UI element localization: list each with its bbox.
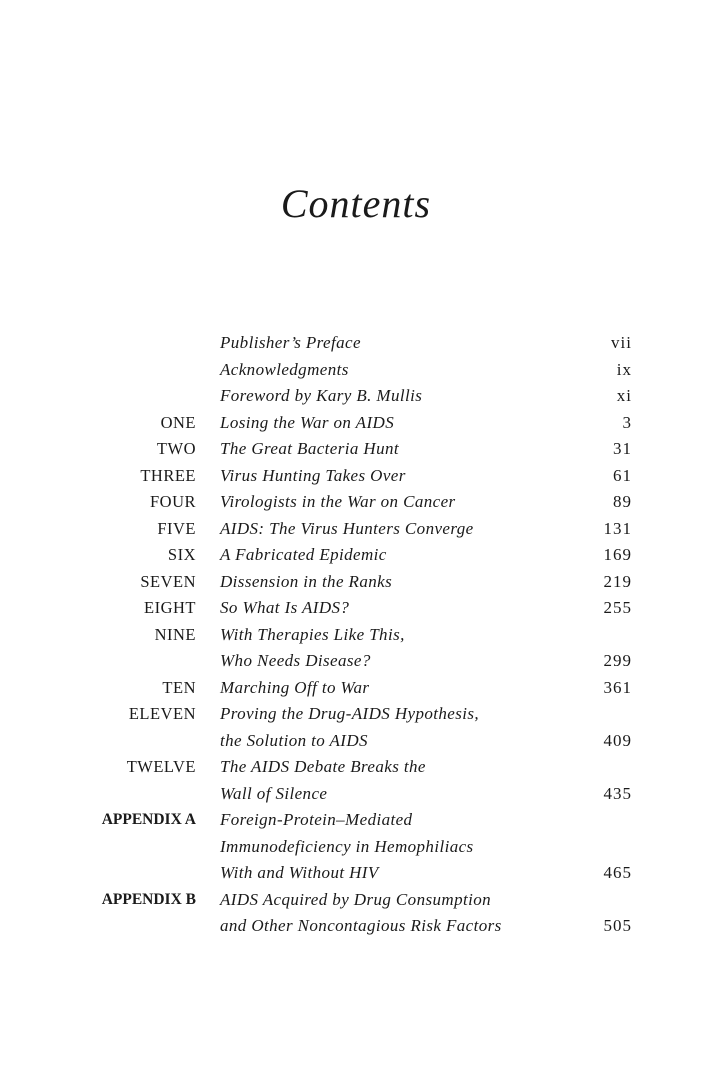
toc-entry: [0, 887, 712, 940]
chapter-title-line: Immunodeficiency in Hemophiliacs: [220, 836, 474, 856]
chapter-title-line: Publisher’s Preface: [220, 333, 361, 352]
chapter-title-line: Foreword by Kary B. Mullis: [220, 386, 423, 405]
chapter-title: [220, 357, 532, 384]
chapter-label: EIGHT: [144, 598, 196, 617]
page-number: 505: [603, 916, 632, 935]
toc-entry: [0, 701, 712, 754]
toc-entry: [0, 383, 712, 410]
toc-entry: [0, 357, 712, 384]
chapter-label: ONE: [160, 412, 196, 432]
chapter-title: [220, 569, 532, 596]
chapter-title-line: The Great Bacteria Hunt: [220, 439, 400, 458]
toc-entry: [0, 436, 712, 463]
page-number: 169: [603, 545, 632, 564]
page-title: Contents: [280, 181, 432, 226]
page-number: 255: [603, 598, 632, 617]
toc-entry: [0, 622, 712, 675]
chapter-label: FOUR: [149, 492, 196, 511]
chapter-title-line: Proving the Drug-AIDS Hypothesis,: [220, 704, 480, 723]
chapter-title: [220, 383, 532, 410]
chapter-title: [220, 410, 532, 437]
chapter-title-line: Acknowledgments: [220, 359, 349, 379]
chapter-label: TEN: [162, 677, 196, 697]
page-number: 435: [603, 783, 632, 803]
chapter-label: APPENDIX B: [101, 890, 196, 908]
chapter-title-line: Foreign-Protein–Mediated: [220, 810, 413, 829]
chapter-title-line: and Other Noncontagious Risk Factors: [220, 916, 502, 935]
chapter-title: [220, 622, 532, 675]
chapter-title-line: With and Without HIV: [220, 863, 379, 882]
page-number: ix: [616, 359, 632, 379]
toc-entry: [0, 675, 712, 702]
chapter-title: [220, 701, 532, 754]
page-number: 361: [603, 677, 632, 697]
toc-entry: [0, 516, 712, 543]
chapter-title-line: So What Is AIDS?: [220, 598, 350, 617]
chapter-title-line: the Solution to AIDS: [220, 730, 368, 750]
toc-entry: [0, 595, 712, 622]
page-number: xi: [616, 386, 632, 405]
chapter-label: THREE: [140, 465, 196, 485]
chapter-title-line: With Therapies Like This,: [220, 624, 405, 644]
chapter-label: SEVEN: [140, 571, 196, 591]
page-number: vii: [611, 333, 632, 352]
chapter-title-line: The AIDS Debate Breaks the: [220, 757, 426, 776]
chapter-label: SIX: [167, 545, 196, 564]
chapter-title: [220, 887, 532, 940]
chapter-title: [220, 754, 532, 807]
chapter-title: [220, 330, 532, 357]
toc-entry: [0, 754, 712, 807]
page-number: 131: [603, 518, 632, 538]
chapter-title: [220, 516, 532, 543]
chapter-title-line: Losing the War on AIDS: [220, 412, 395, 432]
chapter-label: NINE: [154, 624, 196, 644]
chapter-title: [220, 542, 532, 569]
table-of-contents: [0, 330, 712, 940]
chapter-label: APPENDIX A: [101, 811, 196, 828]
page-number: 409: [603, 730, 632, 750]
chapter-label: ELEVEN: [128, 704, 196, 723]
chapter-title-line: Wall of Silence: [220, 783, 328, 803]
chapter-title-line: Virologists in the War on Cancer: [220, 492, 456, 511]
page-number: 3: [622, 412, 632, 432]
toc-entry: [0, 489, 712, 516]
toc-entry: [0, 410, 712, 437]
page-number: 61: [613, 465, 632, 485]
page-number: 219: [603, 571, 632, 591]
chapter-title: [220, 489, 532, 516]
toc-entry: [0, 463, 712, 490]
chapter-label: TWO: [156, 439, 196, 458]
chapter-title-line: Dissension in the Ranks: [220, 571, 393, 591]
toc-entry: [0, 807, 712, 887]
chapter-label: FIVE: [157, 518, 196, 538]
chapter-label: TWELVE: [126, 757, 196, 776]
toc-entry: [0, 542, 712, 569]
toc-entry: [0, 569, 712, 596]
page-number: 465: [603, 863, 632, 882]
chapter-title: [220, 675, 532, 702]
chapter-title: [220, 436, 532, 463]
chapter-title-line: Marching Off to War: [220, 677, 370, 697]
page-number: 31: [613, 439, 632, 458]
chapter-title-line: Virus Hunting Takes Over: [220, 465, 406, 485]
toc-entry: [0, 330, 712, 357]
chapter-title-line: AIDS Acquired by Drug Consumption: [220, 889, 492, 909]
chapter-title: [220, 807, 532, 887]
chapter-title: [220, 595, 532, 622]
page-number: 299: [603, 651, 632, 670]
chapter-title-line: A Fabricated Epidemic: [220, 545, 387, 564]
page-number: 89: [613, 492, 632, 511]
chapter-title: [220, 463, 532, 490]
chapter-title-line: AIDS: The Virus Hunters Converge: [220, 518, 474, 538]
chapter-title-line: Who Needs Disease?: [220, 651, 371, 670]
